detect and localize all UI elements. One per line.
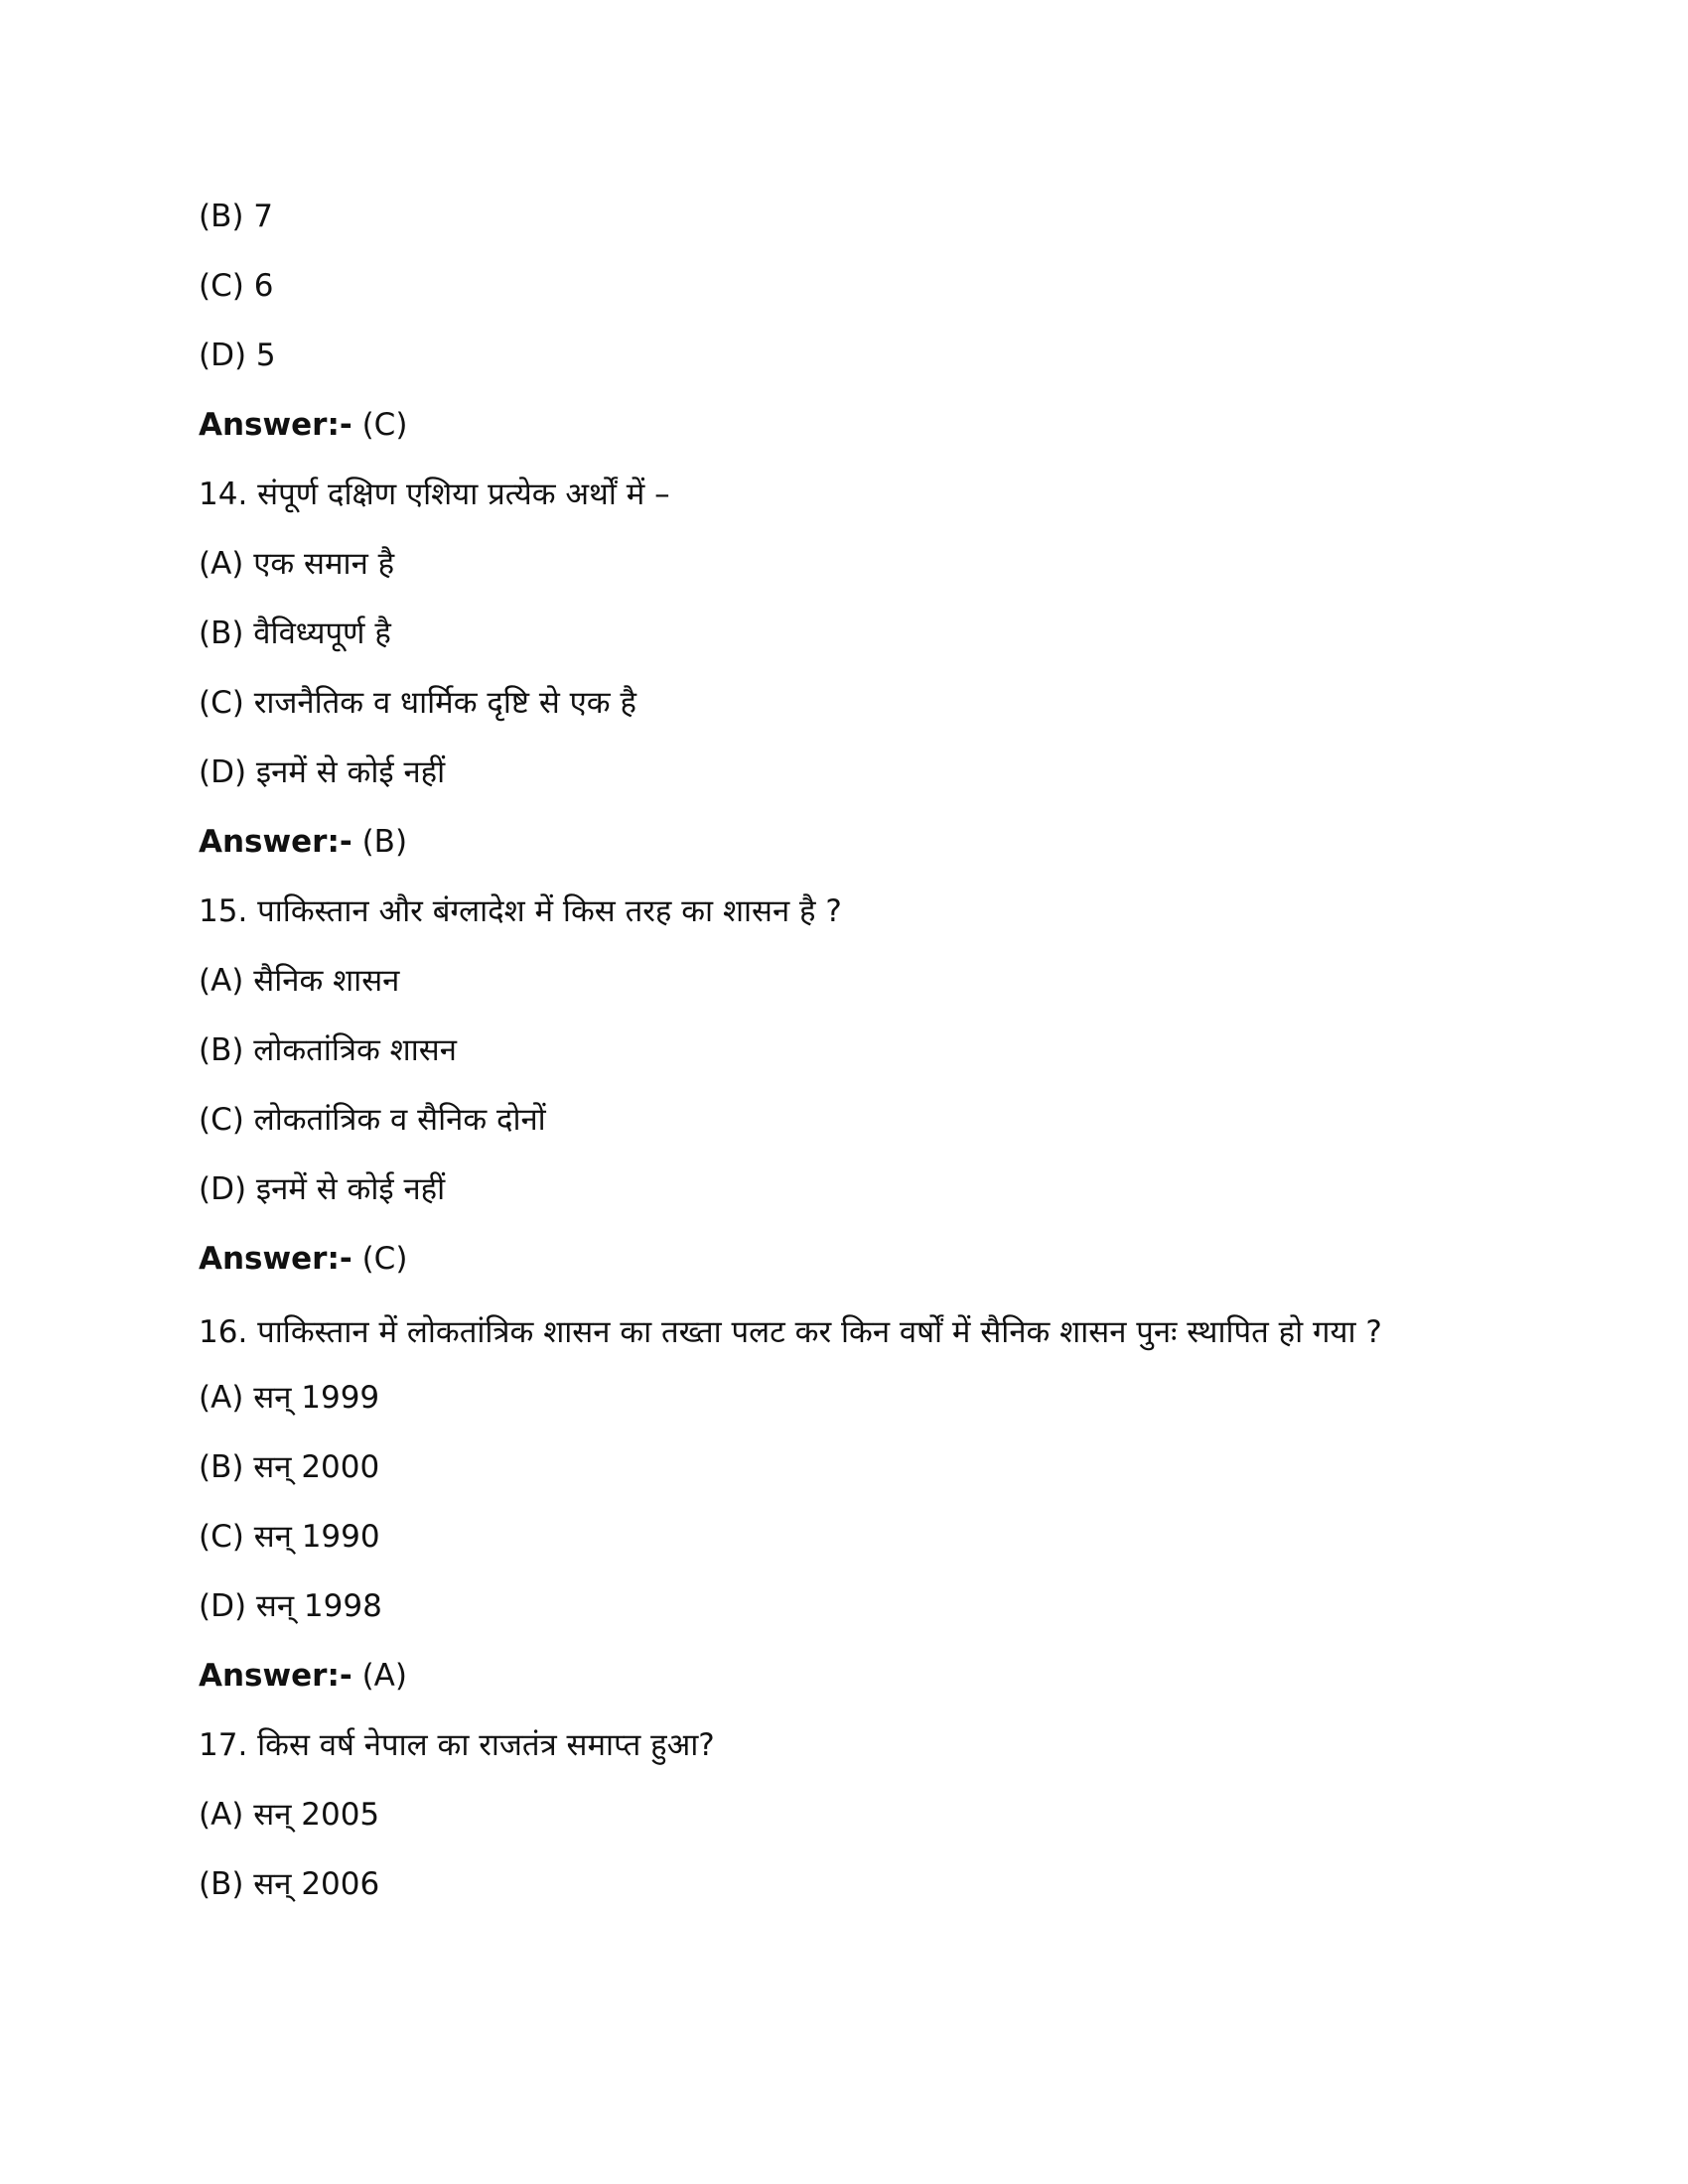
q16-option-a: (A) सन् 1999 <box>199 1380 380 1416</box>
q15-option-c: (C) लोकतांत्रिक व सैनिक दोनों <box>199 1102 546 1138</box>
q15-option-d: (D) इनमें से कोई नहीं <box>199 1171 446 1207</box>
q15-answer-label: Answer:- <box>199 1241 352 1277</box>
q15-answer-value: (C) <box>352 1241 408 1277</box>
q16-question: 16. पाकिस्तान में लोकतांत्रिक शासन का तख्ता पलट कर किन वर्षों में सैनिक शासन पुनः स्थापित हो गया ? <box>199 1314 1382 1350</box>
q13-answer <box>199 405 1489 445</box>
q13-option-b: (B) 7 <box>199 199 274 234</box>
q15-question: 15. पाकिस्तान और बंग्लादेश में किस तरह का शासन है ? <box>199 893 842 929</box>
q14-option-c: (C) राजनैतिक व धार्मिक दृष्टि से एक है <box>199 685 636 721</box>
q13-option-d: (D) 5 <box>199 338 276 373</box>
q14-answer-label: Answer:- <box>199 824 352 860</box>
q17-question: 17. किस वर्ष नेपाल का राजतंत्र समाप्त हुआ? <box>199 1727 715 1763</box>
q16-option-d: (D) सन् 1998 <box>199 1588 382 1624</box>
q14-option-b: (B) वैविध्यपूर्ण है <box>199 615 391 651</box>
q15-answer <box>199 1239 1489 1279</box>
q14-option-a: (A) एक समान है <box>199 546 395 582</box>
q17-option-b: (B) सन् 2006 <box>199 1866 380 1902</box>
q14-option-d: (D) इनमें से कोई नहीं <box>199 754 446 790</box>
q15-option-a: (A) सैनिक शासन <box>199 963 400 999</box>
q16-answer <box>199 1656 1489 1696</box>
q14-answer-value: (B) <box>352 824 408 860</box>
q13-option-c: (C) 6 <box>199 268 274 304</box>
q15-option-b: (B) लोकतांत्रिक शासन <box>199 1032 457 1068</box>
q17-option-a: (A) सन् 2005 <box>199 1797 380 1833</box>
q16-option-c: (C) सन् 1990 <box>199 1519 380 1555</box>
q16-answer-value: (A) <box>352 1658 407 1694</box>
q14-answer <box>199 822 1489 862</box>
document-page <box>199 197 1489 1934</box>
q14-question: 14. संपूर्ण दक्षिण एशिया प्रत्येक अर्थों में – <box>199 477 670 512</box>
q13-answer-value: (C) <box>352 407 408 443</box>
q16-answer-label: Answer:- <box>199 1658 352 1694</box>
q13-answer-label: Answer:- <box>199 407 352 443</box>
q16-option-b: (B) सन् 2000 <box>199 1449 380 1485</box>
